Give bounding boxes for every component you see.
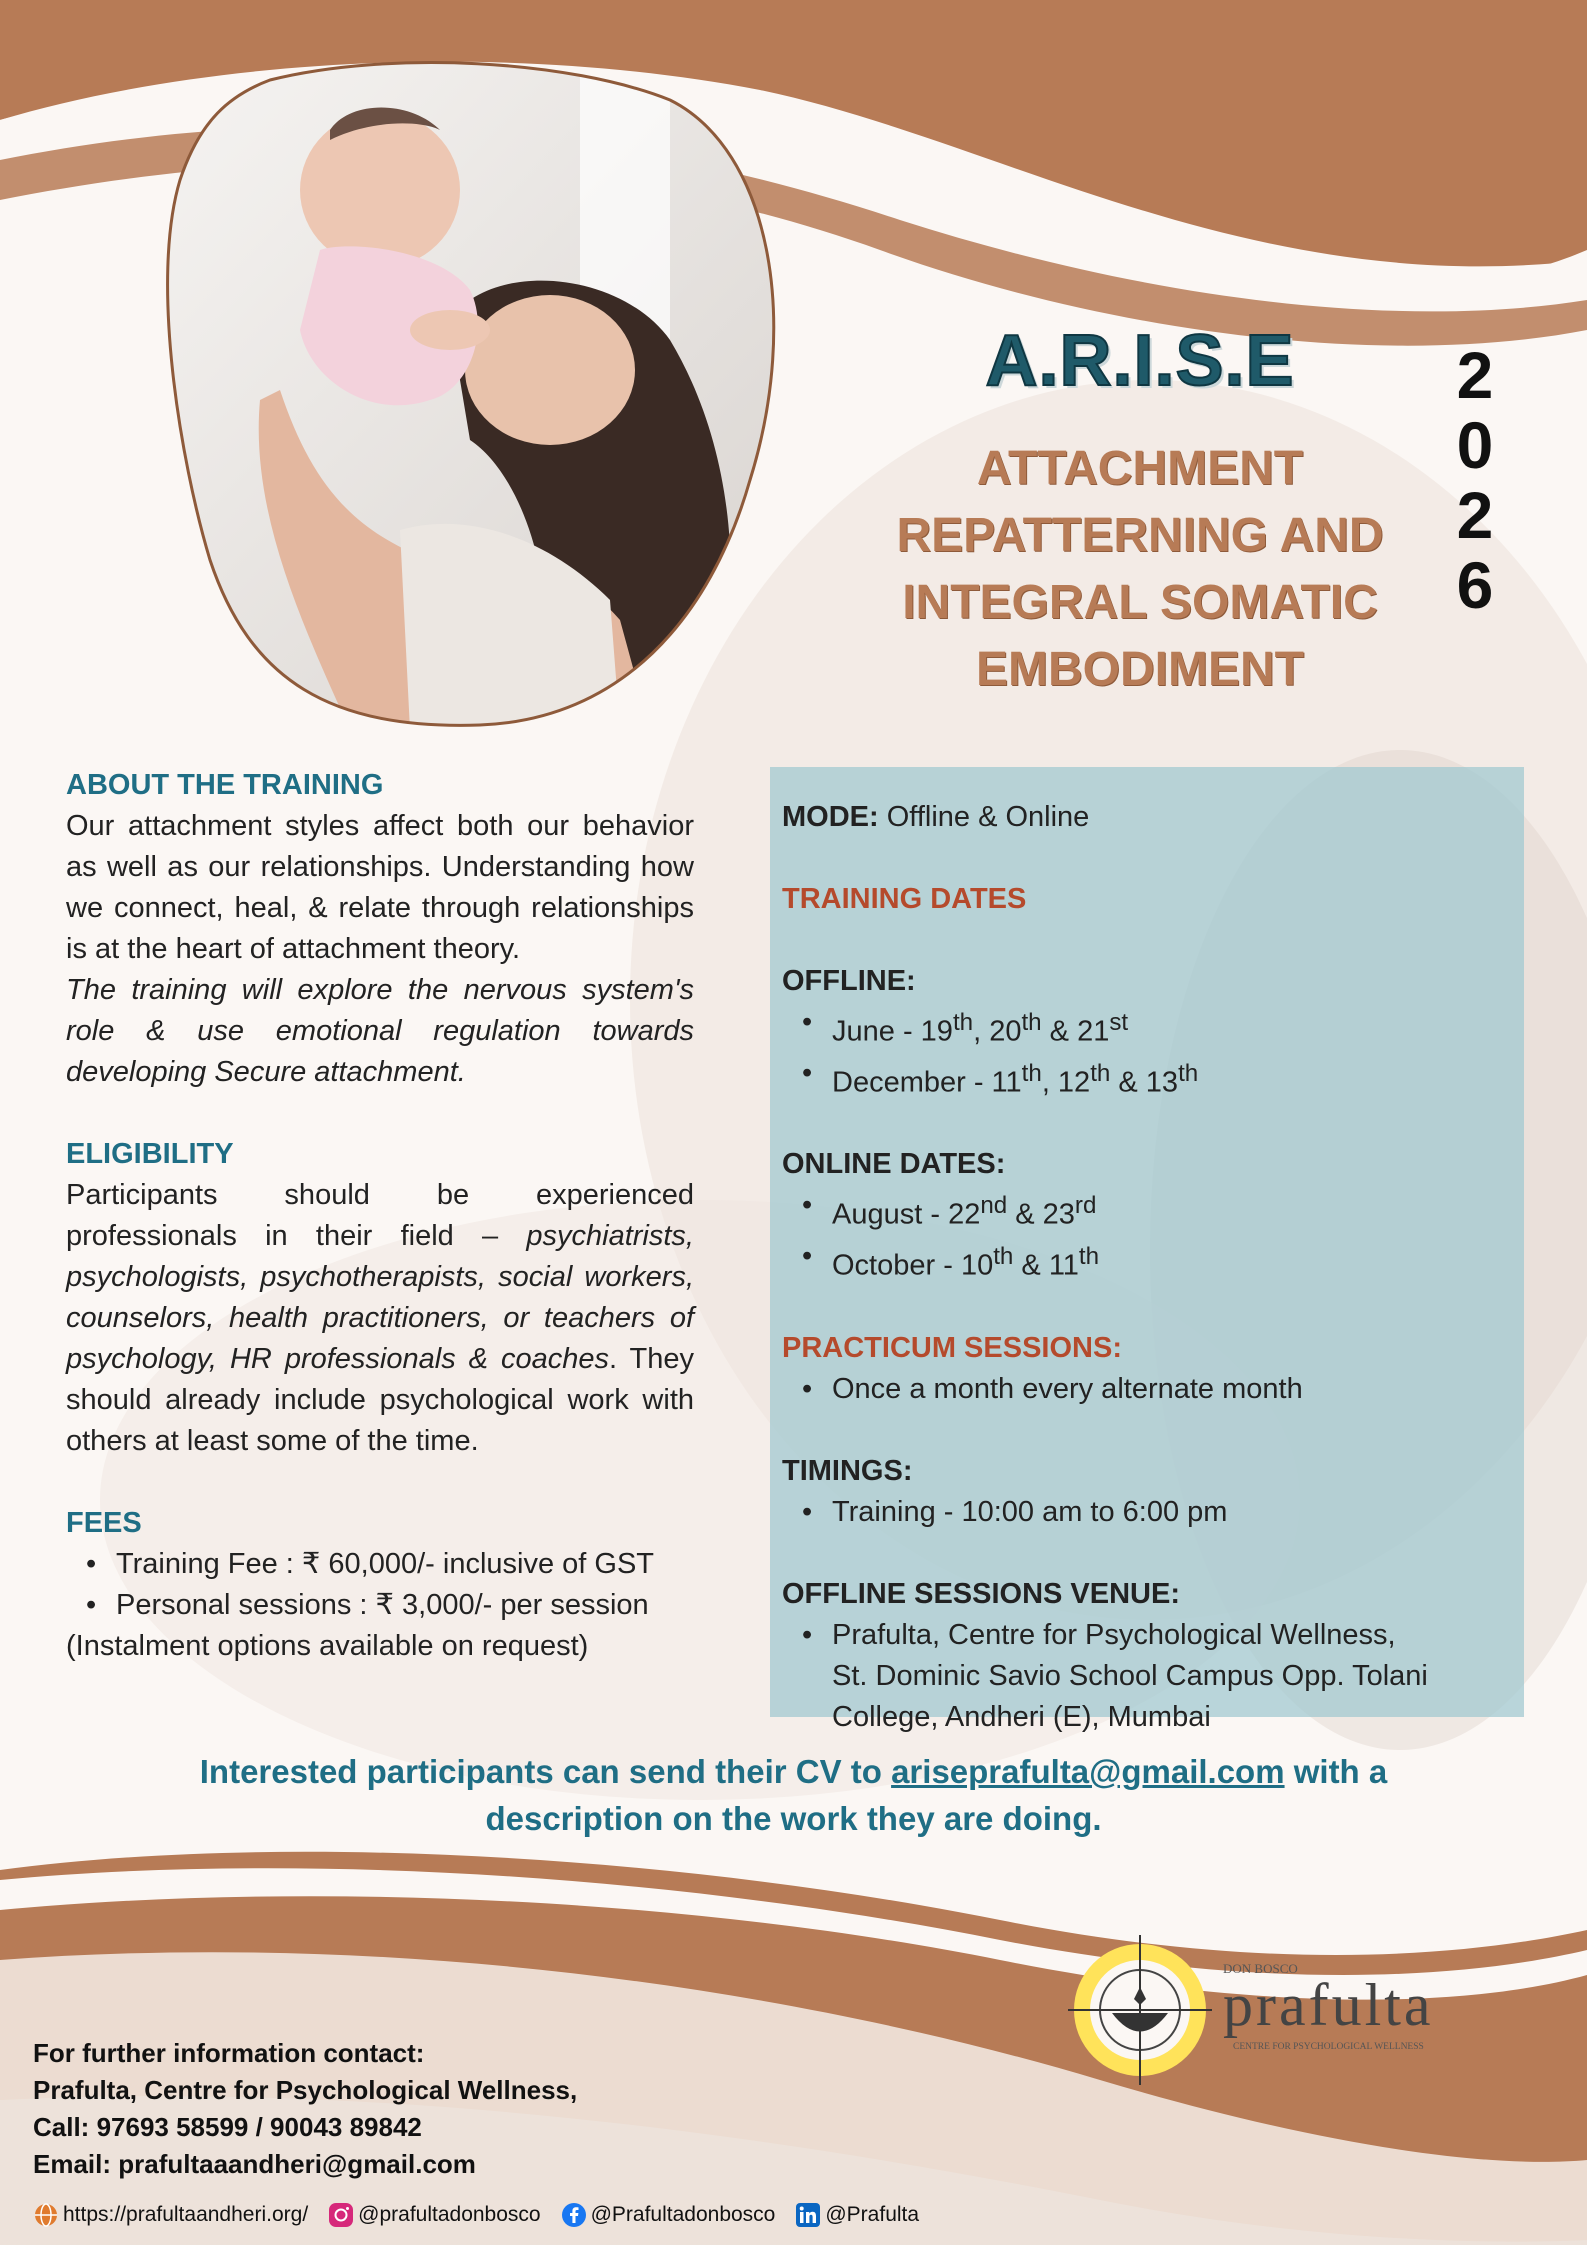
footer-line: Email: prafultaaandheri@gmail.com [33,2149,476,2179]
timings-list [782,1492,1512,1533]
year-digit: 2 [1456,478,1494,552]
linkedin-text: @Prafulta [825,2203,920,2226]
cta-after: with a [1284,1753,1388,1790]
facebook-icon [561,2202,587,2228]
year-digit: 2 [1456,338,1494,412]
facebook-link[interactable] [561,2202,776,2228]
fees-note: (Instalment options available on request) [66,1630,589,1662]
subtitle-line: REPATTERNING AND [896,509,1384,562]
venue-item: • Prafulta, Centre for Psychological Wellness, St. Dominic Savio School Campus Opp. Tolani College, Andheri (E), Mumbai [832,1615,1512,1738]
cta-email-link[interactable]: ariseprafulta@gmail.com [891,1753,1285,1790]
logo-tagline: CENTRE FOR PSYCHOLOGICAL WELLNESS [1233,2042,1424,2052]
about-italic: The training will explore the nervous system's role & use emotional regulation towards developing Secure attachment. [66,974,694,1088]
facebook-text: @Prafultadonbosco [590,2203,776,2226]
website-link[interactable] [33,2202,308,2228]
left-column [66,765,694,1667]
prafulta-logo [1068,1925,1518,2095]
practicum-item: • Once a month every alternate month [832,1369,1512,1410]
about-heading: ABOUT THE TRAINING [66,769,384,801]
offline-date-item: • December - 11th, 12th & 13th [832,1053,1512,1104]
year-digit: 6 [1456,548,1494,622]
offline-heading: OFFLINE: [782,965,916,997]
globe-icon [33,2202,59,2228]
fee-item: • Personal sessions : ₹ 3,000/- per session [116,1585,694,1626]
footer-line: Call: 97693 58599 / 90043 89842 [33,2112,422,2142]
offline-date-item: • June - 19th, 20th & 21st [832,1002,1512,1053]
instagram-link[interactable] [328,2202,540,2228]
eligibility-professions: psychiatrists, psychologists, psychotherapists, social workers, counselors, health practitioners, or teachers of psychology, HR professionals & coaches [66,1220,694,1375]
fees-heading: FEES [66,1507,142,1539]
timings-item: • Training - 10:00 am to 6:00 pm [832,1492,1512,1533]
instagram-text: @prafultadonbosco [358,2203,541,2226]
training-dates-heading: TRAINING DATES [782,883,1027,915]
mode-value: Offline & Online [878,801,1090,833]
venue-heading: OFFLINE SESSIONS VENUE: [782,1577,1180,1610]
online-date-item: • August - 22nd & 23rd [832,1185,1512,1236]
program-subtitle [870,435,1410,703]
eligibility-lead: Participants should be experienced professionals in their field – [66,1179,694,1252]
fees-list [66,1544,694,1626]
mother-baby-photo [150,60,790,730]
linkedin-icon [795,2202,821,2228]
eligibility-tail: . They should already include psychological work with others at least some of the time. [66,1343,694,1457]
about-body: Our attachment styles affect both our behavior as well as our relationships. Understanding how we connect, heal, & relate through relationships is at the heart of attachment theory. [66,810,694,965]
linkedin-link[interactable] [795,2202,919,2228]
logo-small-text: DON BOSCO [1223,1961,1298,1976]
eligibility-heading: ELIGIBILITY [66,1138,234,1170]
mode-row [782,797,1512,838]
timings-heading: TIMINGS: [782,1454,913,1487]
eligibility-body [66,1175,694,1462]
logo-name: prafulta [1223,1972,1434,2038]
mode-label: MODE: [782,801,879,833]
venue-list [782,1615,1512,1738]
program-title: A.R.I.S.E [985,321,1295,401]
practicum-list [782,1369,1512,1410]
cta-before: Interested participants can send their CV to [199,1753,892,1790]
footer-line: Prafulta, Centre for Psychological Wellness, [33,2075,578,2105]
online-heading: ONLINE DATES: [782,1148,1006,1181]
subtitle-line: EMBODIMENT [976,643,1304,696]
social-links [33,2198,919,2232]
cta-text [100,1748,1487,1842]
subtitle-line: ATTACHMENT [976,442,1304,495]
website-text: https://prafultaandheri.org/ [63,2203,309,2226]
fee-item: • Training Fee : ₹ 60,000/- inclusive of GST [116,1544,694,1585]
footer-line: For further information contact: [33,2038,425,2068]
cta-line2: description on the work they are doing. [485,1800,1102,1837]
subtitle-line: INTEGRAL SOMATIC [902,576,1378,629]
practicum-heading: PRACTICUM SESSIONS: [782,1331,1122,1364]
online-date-item: • October - 10th & 11th [832,1236,1512,1287]
online-dates-list [782,1185,1512,1286]
year-digit: 0 [1456,408,1494,482]
details-panel [770,767,1524,1733]
year [1440,340,1510,620]
instagram-icon [328,2202,354,2228]
offline-dates-list [782,1002,1512,1103]
footer-contact [33,2035,733,2183]
